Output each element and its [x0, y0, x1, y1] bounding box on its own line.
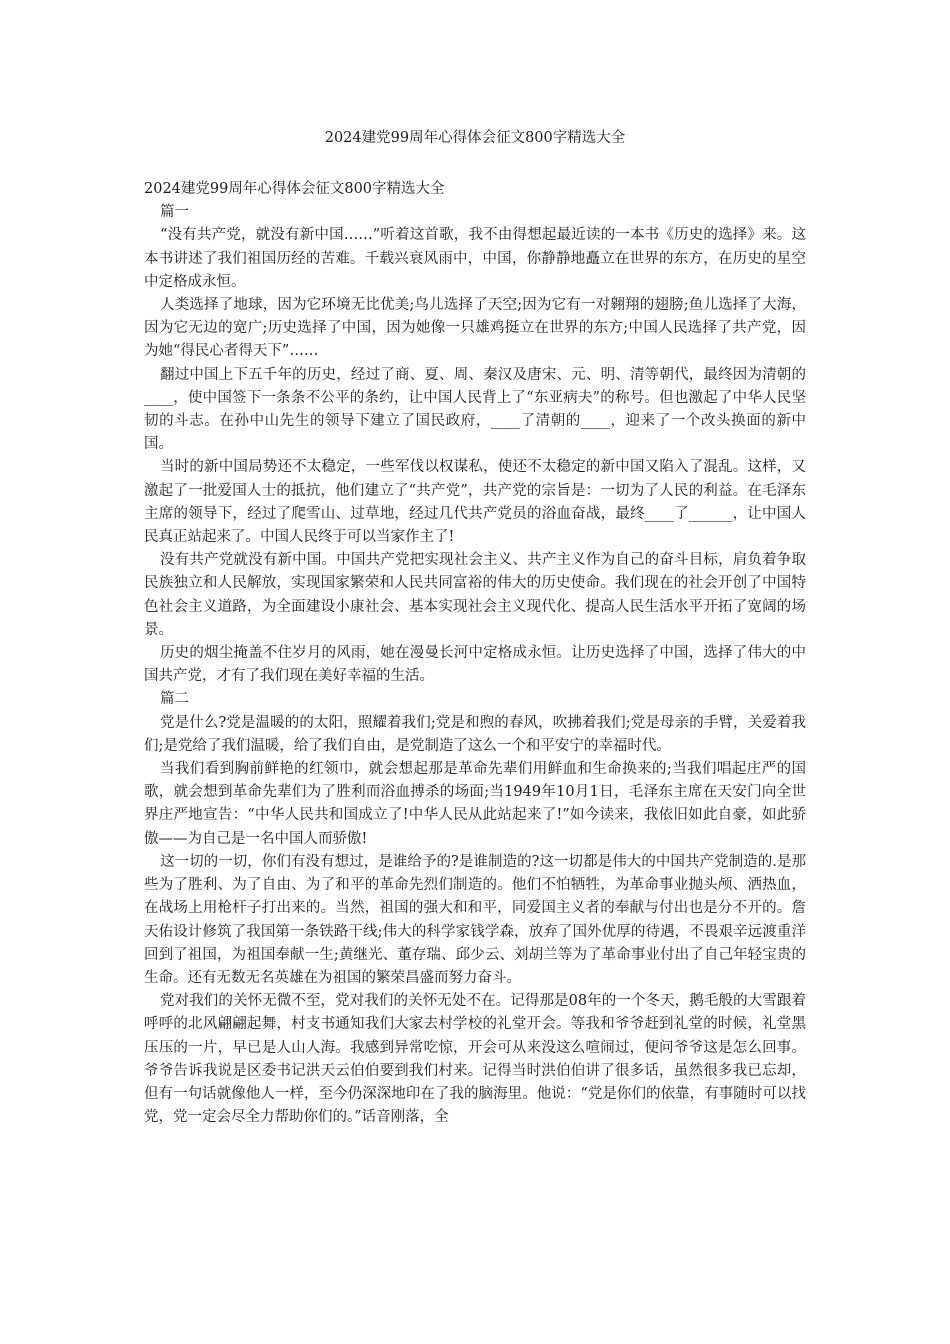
paragraph: 党对我们的关怀无微不至，党对我们的关怀无处不在。记得那是08年的一个冬天，鹅毛般的大雪跟着呼呼的北风翩翩起舞，村支书通知我们大家去村学校的礼堂开会。等我和爷爷赶到礼堂的时候，礼堂黑压压的一片，早已是人山人海。我感到异常吃惊，开会可从来没这么喧闹过，便问爷爷这是怎么回事。爷爷告诉我说是区委书记洪天云伯伯要到我们村来。记得当时洪伯伯讲了很多话，虽然很多我已忘却，但有一句话就像他人一样，至今仍深深地印在了我的脑海里。他说：“党是你们的依靠，有事随时可以找党，党一定会尽全力帮助你们的。”话音刚落，全: [144, 993, 806, 1126]
section-label-2: 篇二: [160, 691, 189, 708]
paragraph: 当我们看到胸前鲜艳的红领巾，就会想起那是革命先辈们用鲜血和生命换来的;当我们唱起庄严的国歌，就会想到革命先辈们为了胜利而浴血搏杀的场面;当1949年10月1日，毛泽东主席在天安门向全世界庄严地宣告：“中华人民共和国成立了!中华人民从此站起来了!”如今读来，我依旧如此自豪，如此骄傲——为自己是一名中国人而骄傲!: [144, 761, 806, 847]
paragraph: “没有共产党，就没有新中国……”听着这首歌，我不由得想起最近读的一本书《历史的选择》来。这本书讲述了我们祖国历经的苦难。千载兴衰风雨中，中国，你静静地矗立在世界的东方，在历史的星空中定格成永恒。: [144, 227, 806, 290]
document-title: 2024建党99周年心得体会征文800字精选大全: [324, 130, 626, 146]
section-label-1: 篇一: [160, 204, 189, 221]
paragraph: 党是什么?党是温暖的的太阳，照耀着我们;党是和煦的春风，吹拂着我们;党是母亲的手臂，关爱着我们;是党给了我们温暖，给了我们自由，是党制造了这么一个和平安宁的幸福时代。: [144, 714, 806, 754]
paragraph: 人类选择了地球，因为它环境无比优美;鸟儿选择了天空;因为它有一对翱翔的翅膀;鱼儿选择了大海，因为它无边的宽广;历史选择了中国，因为她像一只雄鸡挺立在世界的东方;中国人民选择了共产党，因为她“得民心者得天下”……: [144, 297, 806, 360]
paragraph: 当时的新中国局势还不太稳定，一些军伐以权谋私，使还不太稳定的新中国又陷入了混乱。这样，又激起了一批爱国人士的抵抗，他们建立了“共产党”，共产党的宗旨是：一切为了人民的利益。在毛泽东主席的领导下，经过了爬雪山、过草地，经过几代共产党员的浴血奋战，最终____了______，让中国人民真正站起来了。中国人民终于可以当家作主了!: [144, 459, 806, 546]
paragraph: 没有共产党就没有新中国。中国共产党把实现社会主义、共产主义作为自己的奋斗目标，肩负着争取民族独立和人民解放，实现国家繁荣和人民共同富裕的伟大的历史使命。我们现在的社会开创了中国特色社会主义道路，为全面建设小康社会、基本实现社会主义现代化、提高人民生活水平开拓了宽阔的场景。: [144, 552, 806, 638]
paragraph: 历史的烟尘掩盖不住岁月的风雨，她在漫曼长河中定格成永恒。让历史选择了中国，选择了伟大的中国共产党，才有了我们现在美好幸福的生活。: [144, 645, 806, 685]
paragraph: 翻过中国上下五千年的历史，经过了商、夏、周、秦汉及唐宋、元、明、清等朝代，最终因为清朝的____，使中国签下一条条不公平的条约，让中国人民背上了“东亚病夫”的称号。但也激起了中华人民坚韧的斗志。在孙中山先生的领导下建立了国民政府，____了清朝的____，迎来了一个改头换面的新中国。: [144, 366, 806, 453]
document-body: [144, 178, 806, 1129]
document-subtitle: 2024建党99周年心得体会征文800字精选大全: [144, 181, 445, 197]
paragraph: 这一切的一切，你们有没有想过，是谁给予的?是谁制造的?这一切都是伟大的中国共产党制造的.是那些为了胜利、为了自由、为了和平的革命先烈们制造的。他们不怕牺牲，为革命事业抛头颅、洒热血，在战场上用枪杆子打出来的。当然，祖国的强大和和平，同爱国主义者的奉献与付出也是分不开的。詹天佑设计修筑了我国第一条铁路干线;伟大的科学家钱学森，放弃了国外优厚的待遇，不畏艰辛远渡重洋回到了祖国，为祖国奉献一生;黄继光、董存瑞、邱少云、刘胡兰等为了革命事业付出了自己年轻宝贵的生命。还有无数无名英雄在为祖国的繁荣昌盛而努力奋斗。: [144, 853, 806, 986]
